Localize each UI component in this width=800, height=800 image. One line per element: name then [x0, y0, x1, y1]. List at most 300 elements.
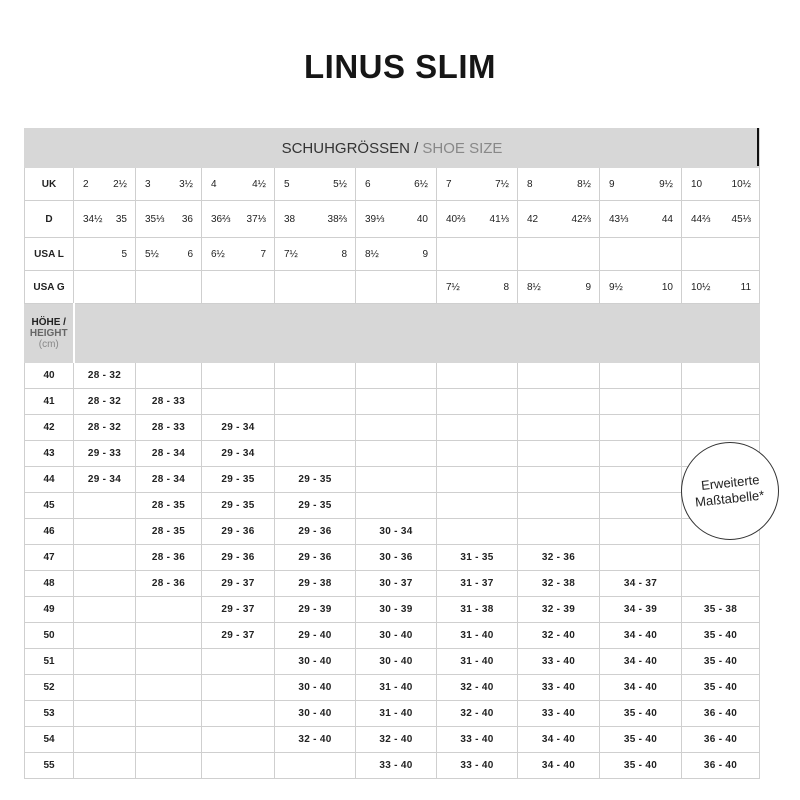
shoe-size-cell: [275, 238, 356, 271]
size-range-cell: [202, 701, 275, 727]
size-range-cell: [74, 727, 136, 753]
size-range-cell: 34 - 37: [600, 571, 682, 597]
shoe-size-cell: [437, 238, 518, 271]
size-range-cell: 28 - 33: [136, 415, 202, 441]
height-value: 41: [25, 389, 74, 415]
shoe-size-value: 7½: [495, 178, 509, 190]
shoe-row-label: UK: [25, 168, 74, 201]
size-range-cell: 29 - 34: [74, 467, 136, 493]
size-range-cell: 29 - 38: [275, 571, 356, 597]
size-range-cell: [518, 441, 600, 467]
shoe-size-pair: [600, 282, 681, 293]
badge-line-2: Maßtabelle*: [694, 487, 766, 510]
size-range-cell: [136, 701, 202, 727]
shoe-size-value: 9: [422, 248, 428, 260]
size-range-cell: [275, 415, 356, 441]
shoe-size-row: [25, 271, 760, 304]
size-range-cell: 29 - 37: [202, 571, 275, 597]
size-range-cell: [356, 389, 437, 415]
size-range-cell: [682, 545, 760, 571]
size-range-cell: [682, 389, 760, 415]
shoe-size-pair: [600, 179, 681, 190]
shoe-size-cell: [356, 201, 437, 238]
table-header-row: [25, 129, 760, 168]
size-range-cell: 35 - 40: [600, 701, 682, 727]
shoe-size-cell: [202, 271, 275, 304]
shoe-size-value: 3½: [179, 178, 193, 190]
size-range-cell: 32 - 39: [518, 597, 600, 623]
size-range-cell: [136, 727, 202, 753]
height-value: 55: [25, 753, 74, 779]
size-range-cell: 28 - 35: [136, 519, 202, 545]
size-range-cell: [202, 649, 275, 675]
shoe-size-cell: [682, 168, 760, 201]
shoe-size-pair: [136, 214, 201, 225]
shoe-size-cell: [518, 168, 600, 201]
table-header: [25, 129, 760, 168]
shoe-size-cell: [682, 271, 760, 304]
shoe-size-value: 6: [187, 248, 193, 260]
shoe-size-value: 6½: [414, 178, 428, 190]
size-range-cell: [202, 727, 275, 753]
shoe-size-pair: [518, 214, 599, 225]
shoe-size-value: 34½: [83, 213, 103, 225]
shoe-size-cell: [518, 271, 600, 304]
shoe-size-pair: [136, 179, 201, 190]
shoe-size-cell: [74, 168, 136, 201]
size-range-cell: 29 - 36: [275, 519, 356, 545]
size-range-cell: [136, 675, 202, 701]
size-range-cell: [356, 441, 437, 467]
height-row: [25, 571, 760, 597]
height-value: 47: [25, 545, 74, 571]
shoe-size-row: [25, 168, 760, 201]
size-range-cell: [600, 389, 682, 415]
size-range-cell: [202, 363, 275, 389]
shoe-size-value: 38: [284, 213, 296, 225]
height-row: [25, 389, 760, 415]
size-range-cell: [275, 389, 356, 415]
size-range-cell: 33 - 40: [437, 753, 518, 779]
size-table: [24, 128, 760, 779]
size-range-cell: 29 - 35: [275, 467, 356, 493]
size-range-cell: 36 - 40: [682, 727, 760, 753]
height-value: 49: [25, 597, 74, 623]
size-range-cell: [437, 363, 518, 389]
size-range-cell: 35 - 40: [682, 675, 760, 701]
height-value: 43: [25, 441, 74, 467]
size-range-cell: [600, 467, 682, 493]
size-range-cell: 28 - 34: [136, 441, 202, 467]
shoe-size-cell: [275, 271, 356, 304]
height-row: [25, 753, 760, 779]
shoe-row-label: USA L: [25, 238, 74, 271]
height-value: 48: [25, 571, 74, 597]
shoe-size-value: 8: [341, 248, 347, 260]
shoe-size-value: 5: [121, 248, 127, 260]
size-range-cell: [437, 493, 518, 519]
size-range-cell: 29 - 36: [202, 519, 275, 545]
size-range-cell: 35 - 40: [682, 623, 760, 649]
shoe-size-value: 5½: [145, 248, 159, 260]
size-range-cell: 32 - 40: [518, 623, 600, 649]
size-range-cell: [136, 363, 202, 389]
shoe-size-row: [25, 238, 760, 271]
size-range-cell: [136, 753, 202, 779]
shoe-size-cell: [136, 271, 202, 304]
shoe-size-cell: [518, 201, 600, 238]
height-row: [25, 701, 760, 727]
header-right-border: [757, 128, 759, 166]
size-range-cell: [518, 363, 600, 389]
shoe-size-value: 4½: [252, 178, 266, 190]
height-value: 54: [25, 727, 74, 753]
shoe-size-value: 42⅔: [571, 213, 591, 225]
shoe-size-pair: [275, 249, 355, 260]
height-label-line: (cm): [38, 338, 59, 350]
size-range-cell: 34 - 40: [518, 727, 600, 753]
size-range-cell: 28 - 32: [74, 415, 136, 441]
size-range-cell: [518, 467, 600, 493]
size-range-cell: 29 - 36: [275, 545, 356, 571]
shoe-size-value: 9: [585, 281, 591, 293]
shoe-size-cell: [518, 238, 600, 271]
shoe-size-pair: [682, 282, 759, 293]
shoe-size-pair: [202, 214, 274, 225]
shoe-size-value: 9½: [609, 281, 623, 293]
size-range-cell: [74, 649, 136, 675]
size-range-cell: 28 - 32: [74, 363, 136, 389]
shoe-size-pair: [437, 282, 517, 293]
size-range-cell: 33 - 40: [518, 675, 600, 701]
height-value: 46: [25, 519, 74, 545]
shoe-size-pair: [356, 179, 436, 190]
shoe-size-value: 36⅔: [211, 213, 231, 225]
shoe-size-value: 7: [446, 178, 452, 190]
shoe-size-pair: [202, 179, 274, 190]
size-range-cell: 36 - 40: [682, 753, 760, 779]
height-label: [25, 304, 74, 363]
shoe-size-value: 35⅓: [145, 213, 165, 225]
size-range-cell: [74, 519, 136, 545]
shoe-size-value: 4: [211, 178, 217, 190]
shoe-size-cell: [600, 201, 682, 238]
shoe-size-pair: [202, 249, 274, 260]
shoe-size-value: 8: [503, 281, 509, 293]
size-range-cell: [74, 701, 136, 727]
size-range-cell: 28 - 36: [136, 545, 202, 571]
size-range-cell: 33 - 40: [437, 727, 518, 753]
shoe-size-value: 8½: [577, 178, 591, 190]
size-range-cell: 30 - 40: [356, 649, 437, 675]
shoe-size-pair: [74, 214, 135, 225]
shoe-size-pair: [682, 214, 759, 225]
height-row: [25, 649, 760, 675]
size-range-cell: 34 - 40: [600, 623, 682, 649]
size-range-cell: 32 - 40: [437, 701, 518, 727]
height-header-row: [25, 304, 760, 363]
shoe-size-cell: [136, 168, 202, 201]
shoe-size-value: 43⅓: [609, 213, 629, 225]
size-range-cell: 28 - 32: [74, 389, 136, 415]
shoe-size-pair: [600, 214, 681, 225]
size-range-cell: [202, 389, 275, 415]
size-range-cell: 30 - 40: [275, 649, 356, 675]
size-range-cell: [356, 467, 437, 493]
shoe-size-value: 10: [661, 281, 673, 293]
size-range-cell: 30 - 40: [275, 675, 356, 701]
size-range-cell: 28 - 36: [136, 571, 202, 597]
size-range-cell: 29 - 37: [202, 623, 275, 649]
size-range-cell: [74, 597, 136, 623]
shoe-size-value: 6: [365, 178, 371, 190]
size-range-cell: [518, 493, 600, 519]
size-range-cell: [275, 363, 356, 389]
shoe-size-cell: [74, 271, 136, 304]
shoe-size-cell: [136, 201, 202, 238]
size-range-cell: 31 - 40: [437, 623, 518, 649]
size-range-cell: 29 - 40: [275, 623, 356, 649]
size-range-cell: 34 - 39: [600, 597, 682, 623]
height-value: 42: [25, 415, 74, 441]
size-range-cell: [74, 571, 136, 597]
shoe-size-cell: [437, 201, 518, 238]
shoe-size-value: 5½: [333, 178, 347, 190]
shoe-size-value: 44: [661, 213, 673, 225]
shoe-size-cell: [682, 201, 760, 238]
height-row: [25, 441, 760, 467]
shoe-size-cell: [136, 238, 202, 271]
size-range-cell: 30 - 40: [356, 623, 437, 649]
size-range-cell: 34 - 40: [600, 675, 682, 701]
size-range-cell: [437, 441, 518, 467]
shoe-size-value: 10½: [731, 178, 752, 190]
height-row: [25, 727, 760, 753]
size-range-cell: [356, 363, 437, 389]
shoe-size-value: 40⅔: [446, 213, 466, 225]
size-range-cell: [600, 545, 682, 571]
size-range-cell: [437, 415, 518, 441]
height-row: [25, 675, 760, 701]
size-range-cell: [600, 441, 682, 467]
shoe-size-value: 44⅔: [691, 213, 711, 225]
size-range-cell: 34 - 40: [518, 753, 600, 779]
size-range-cell: 35 - 40: [600, 753, 682, 779]
shoe-size-pair: [518, 179, 599, 190]
size-range-cell: [136, 623, 202, 649]
shoe-size-value: 3: [145, 178, 151, 190]
shoe-size-value: 11: [740, 281, 752, 293]
size-range-cell: 30 - 40: [275, 701, 356, 727]
shoe-size-value: 9½: [659, 178, 673, 190]
shoe-size-pair: [437, 214, 517, 225]
shoe-size-cell: [356, 238, 437, 271]
shoe-size-value: 38⅔: [327, 213, 347, 225]
shoe-size-value: 5: [284, 178, 290, 190]
shoe-size-value: 9: [609, 178, 615, 190]
shoe-size-cell: [74, 201, 136, 238]
shoe-size-cell: [437, 271, 518, 304]
shoe-size-value: 10½: [691, 281, 711, 293]
shoe-size-cell: [202, 238, 275, 271]
shoe-size-value: 2: [83, 178, 89, 190]
shoe-size-cell: [682, 238, 760, 271]
shoe-size-value: 42: [527, 213, 539, 225]
shoe-size-cell: [74, 238, 136, 271]
height-value: 45: [25, 493, 74, 519]
size-range-cell: [136, 649, 202, 675]
size-range-cell: 30 - 37: [356, 571, 437, 597]
height-label-line: HÖHE /: [31, 316, 66, 328]
header-sub: SHOE SIZE: [422, 139, 503, 157]
height-label-line: HEIGHT: [29, 327, 68, 339]
height-row: [25, 545, 760, 571]
size-range-cell: 31 - 40: [437, 649, 518, 675]
size-range-cell: 33 - 40: [518, 701, 600, 727]
size-range-cell: [437, 519, 518, 545]
size-range-cell: 33 - 40: [518, 649, 600, 675]
size-range-cell: 28 - 34: [136, 467, 202, 493]
size-range-cell: [518, 415, 600, 441]
size-range-cell: 33 - 40: [356, 753, 437, 779]
height-row: [25, 363, 760, 389]
size-range-cell: 31 - 38: [437, 597, 518, 623]
shoe-size-value: 8½: [527, 281, 541, 293]
size-range-cell: 32 - 40: [356, 727, 437, 753]
height-row: [25, 597, 760, 623]
size-range-cell: [74, 753, 136, 779]
size-range-cell: 29 - 37: [202, 597, 275, 623]
shoe-size-value: 7: [260, 248, 266, 260]
badge-line-1: Erweiterte: [700, 471, 760, 494]
size-range-cell: 29 - 34: [202, 441, 275, 467]
height-value: 52: [25, 675, 74, 701]
size-range-cell: [74, 675, 136, 701]
shoe-size-pair: [356, 214, 436, 225]
shoe-row-label: D: [25, 201, 74, 238]
shoe-size-cell: [356, 271, 437, 304]
shoe-size-value: 39⅓: [365, 213, 385, 225]
size-range-cell: [682, 363, 760, 389]
height-row: [25, 467, 760, 493]
size-range-cell: [74, 493, 136, 519]
shoe-size-pair: [518, 282, 599, 293]
shoe-size-value: 41⅓: [489, 213, 509, 225]
size-range-cell: [356, 415, 437, 441]
size-range-cell: [437, 467, 518, 493]
shoe-size-value: 7½: [446, 281, 460, 293]
height-value: 53: [25, 701, 74, 727]
height-row: [25, 415, 760, 441]
size-range-cell: 35 - 40: [600, 727, 682, 753]
shoe-size-pair: [136, 249, 201, 260]
shoe-size-cell: [275, 168, 356, 201]
size-range-cell: [74, 545, 136, 571]
size-range-cell: 31 - 37: [437, 571, 518, 597]
shoe-size-cell: [600, 271, 682, 304]
shoe-size-pair: [275, 179, 355, 190]
shoe-size-pair: [74, 179, 135, 190]
size-range-cell: [437, 389, 518, 415]
size-range-cell: 29 - 35: [202, 493, 275, 519]
size-range-cell: 32 - 40: [437, 675, 518, 701]
shoe-size-value: 45⅓: [731, 213, 752, 225]
size-range-cell: 30 - 39: [356, 597, 437, 623]
size-range-cell: [600, 519, 682, 545]
size-range-cell: 32 - 36: [518, 545, 600, 571]
size-range-cell: [275, 753, 356, 779]
size-range-cell: [275, 441, 356, 467]
size-range-cell: [600, 363, 682, 389]
header-main: SCHUHGRÖSSEN /: [281, 139, 423, 157]
height-row: [25, 493, 760, 519]
height-value: 51: [25, 649, 74, 675]
shoe-size-cell: [600, 238, 682, 271]
size-range-cell: 35 - 38: [682, 597, 760, 623]
shoe-size-value: 35: [115, 213, 127, 225]
size-range-cell: 35 - 40: [682, 649, 760, 675]
shoe-size-row: [25, 201, 760, 238]
size-range-cell: 31 - 40: [356, 701, 437, 727]
size-range-cell: 31 - 40: [356, 675, 437, 701]
height-value: 44: [25, 467, 74, 493]
extended-size-table-badge[interactable]: [681, 442, 779, 540]
size-range-cell: [600, 493, 682, 519]
shoe-size-value: 8: [527, 178, 533, 190]
shoe-size-value: 2½: [113, 178, 127, 190]
size-range-cell: [74, 623, 136, 649]
shoe-size-pair: [275, 214, 355, 225]
size-range-cell: 29 - 34: [202, 415, 275, 441]
size-range-cell: 34 - 40: [600, 649, 682, 675]
size-range-cell: [682, 415, 760, 441]
shoe-size-cell: [600, 168, 682, 201]
shoe-size-value: 8½: [365, 248, 379, 260]
height-value: 50: [25, 623, 74, 649]
size-range-cell: 32 - 38: [518, 571, 600, 597]
shoe-size-value: 36: [181, 213, 193, 225]
height-header-fill: [74, 304, 760, 363]
size-range-cell: [682, 571, 760, 597]
shoe-size-value: 37⅓: [246, 213, 266, 225]
size-range-cell: [600, 415, 682, 441]
size-range-cell: [356, 493, 437, 519]
height-row: [25, 623, 760, 649]
size-range-cell: 30 - 34: [356, 519, 437, 545]
height-value: 40: [25, 363, 74, 389]
shoe-size-cell: [202, 168, 275, 201]
size-range-cell: 29 - 33: [74, 441, 136, 467]
size-range-cell: 31 - 35: [437, 545, 518, 571]
size-range-cell: 29 - 39: [275, 597, 356, 623]
shoe-size-cell: [202, 201, 275, 238]
shoe-size-cell: [437, 168, 518, 201]
shoe-size-value: 6½: [211, 248, 225, 260]
size-range-cell: [518, 389, 600, 415]
height-row: [25, 519, 760, 545]
size-range-cell: [136, 597, 202, 623]
size-range-cell: 32 - 40: [275, 727, 356, 753]
size-range-cell: 28 - 33: [136, 389, 202, 415]
shoe-size-pair: [356, 249, 436, 260]
size-range-cell: [202, 753, 275, 779]
size-range-cell: [202, 675, 275, 701]
size-range-cell: 29 - 35: [202, 467, 275, 493]
shoe-size-pair: [74, 249, 135, 260]
shoe-size-cell: [275, 201, 356, 238]
shoe-row-label: USA G: [25, 271, 74, 304]
size-range-cell: 30 - 36: [356, 545, 437, 571]
